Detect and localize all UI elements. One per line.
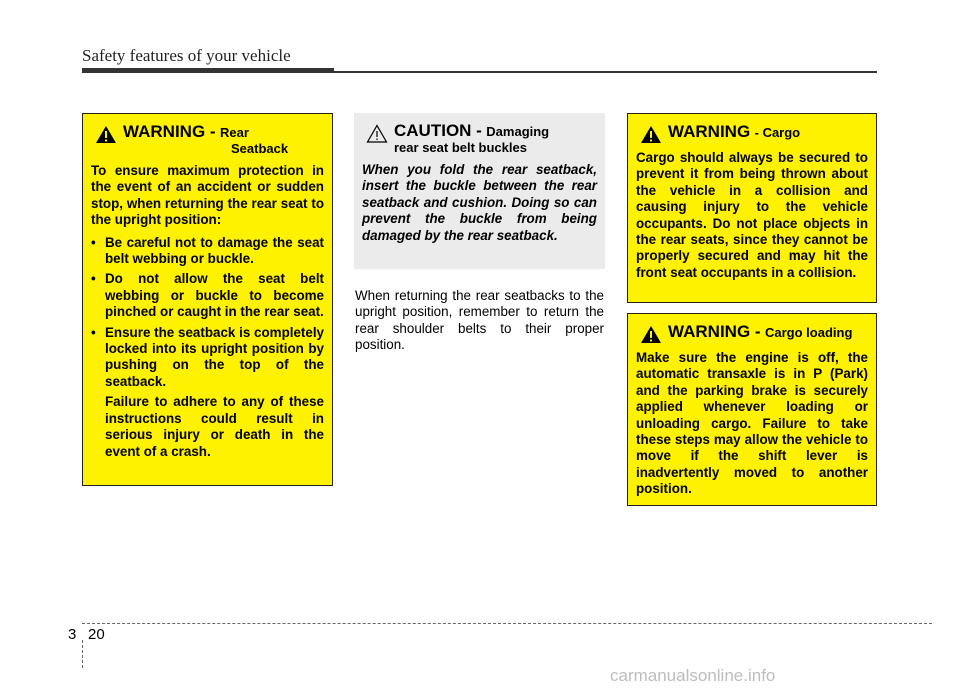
list-item: • Ensure the seatback is completely locked into its upright position by pushing on the top of the seatback. — [91, 325, 324, 391]
caution-subject-line2: rear seat belt buckles — [394, 140, 527, 155]
body-paragraph: When returning the rear seatbacks to the upright position, remember to return the rear shoulder belts to their proper position. — [355, 288, 604, 353]
warning-subject-line2: Seatback — [231, 141, 289, 156]
caution-box-seat-belt-buckles — [354, 113, 605, 269]
warning-subject: Cargo loading — [765, 325, 853, 340]
warning-box-cargo — [627, 113, 877, 303]
warning-label: WARNING - — [123, 122, 216, 141]
header-rule-thick — [82, 68, 334, 73]
warning-subject: - Cargo — [754, 125, 801, 140]
footer-rule — [82, 623, 932, 624]
warning-heading — [636, 324, 868, 344]
warning-box-rear-seatback — [82, 113, 333, 486]
chapter-number: 3 — [68, 626, 77, 643]
warning-triangle-icon — [95, 125, 117, 144]
warning-triangle-icon — [640, 125, 662, 144]
caution-subject: Damaging — [486, 124, 550, 139]
warning-box-cargo-loading — [627, 313, 877, 506]
caution-heading — [362, 123, 597, 156]
list-item: • Be careful not to damage the seat belt webbing or buckle. — [91, 235, 324, 268]
warning-label: WARNING — [668, 122, 751, 141]
warning-heading — [636, 124, 868, 144]
warning-label: WARNING - — [668, 322, 761, 341]
warning-consequence: Failure to adhere to any of these instructions could result in serious injury or death in the event of a crash. — [105, 394, 324, 459]
warning-triangle-icon — [640, 325, 662, 344]
caution-label: CAUTION - — [394, 121, 482, 140]
page-header-title: Safety features of your vehicle — [82, 46, 291, 65]
list-item: • Do not allow the seat belt webbing or buckle to become pinched or caught in the rear seat. — [91, 271, 324, 320]
warning-intro: To ensure maximum protection in the event of an accident or sudden stop, when returning the rear seat to the upright position: — [91, 163, 324, 228]
page-number: 20 — [88, 626, 105, 643]
warning-bullet-list — [91, 235, 324, 391]
caution-body: When you fold the rear seatback, insert the buckle between the rear seatback and cushion. Doing so can prevent the buckle from being damaged by the rear seatback. — [362, 162, 597, 243]
watermark: carmanualsonline.info — [610, 666, 776, 685]
footer-divider — [82, 640, 83, 668]
warning-body: Make sure the engine is off, the automatic transaxle is in P (Park) and the parking brake is securely applied whenever loading or unloading cargo. Failure to take these steps may allow the vehicle to move if the shift lever is inadvertently moved to another position. — [636, 350, 868, 497]
caution-triangle-icon — [366, 124, 388, 143]
header-rule-thin — [334, 71, 877, 73]
warning-body: Cargo should always be secured to prevent it from being thrown about the vehicle in a collision and causing injury to the vehicle occupants. Do not place objects in the rear seats, since they cannot be properly secured and may hit the front seat occupants in a collision. — [636, 150, 868, 280]
warning-subject: Rear — [220, 125, 249, 140]
warning-heading — [91, 124, 324, 157]
